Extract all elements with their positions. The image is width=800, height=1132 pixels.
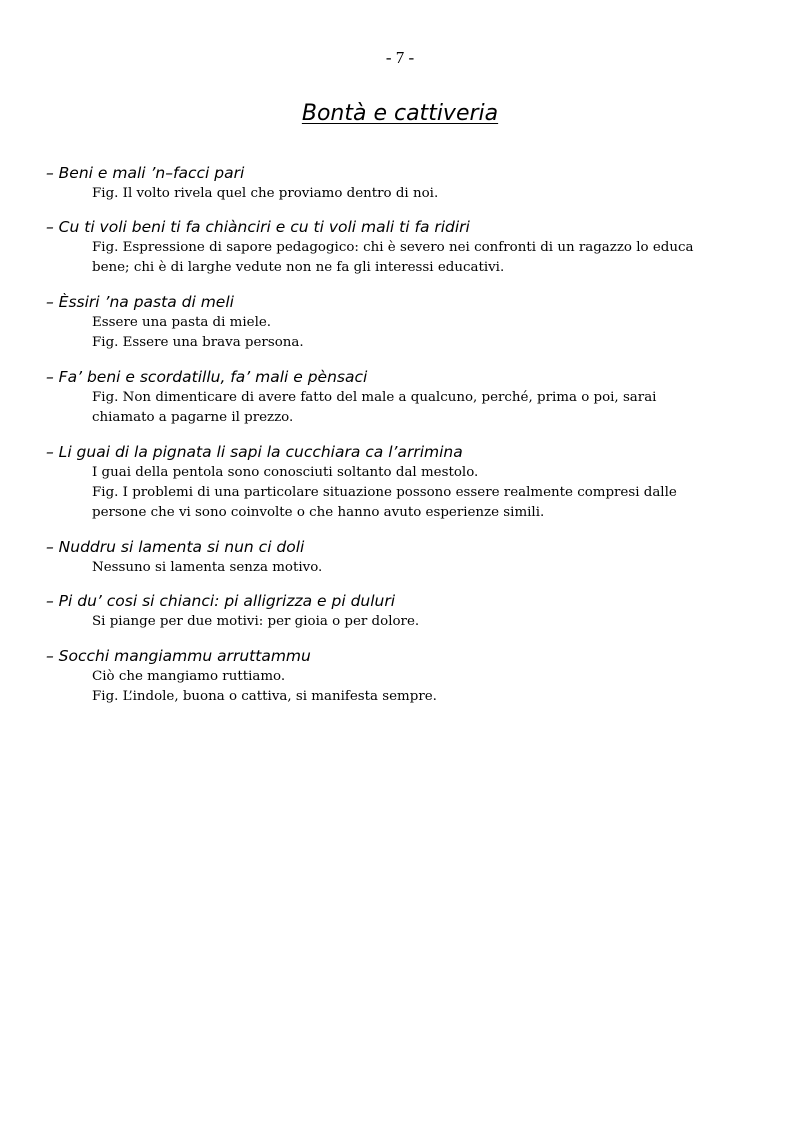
- explanation-line: chiamato a pagarne il prezzo.: [92, 410, 294, 425]
- proverb-entry: [46, 162, 746, 204]
- explanation-line: Ciò che mangiamo ruttiamo.: [92, 669, 286, 684]
- explanation-line: Fig. Essere una brava persona.: [92, 335, 304, 350]
- explanation-line: persone che vi sono coinvolte o che hanno avuto esperienze simili.: [92, 505, 545, 520]
- proverb-explanation: [92, 612, 746, 632]
- explanation-line: I guai della pentola sono conosciuti soltanto dal mestolo.: [92, 465, 479, 480]
- proverb-entry: [46, 645, 746, 707]
- proverb-text: – Fa’ beni e scordatillu, fa’ mali e pènsaci: [46, 368, 368, 386]
- explanation-line: Fig. Espressione di sapore pedagogico: chi è severo nei confronti di un ragazzo lo educa: [92, 240, 694, 255]
- proverb-text: – Socchi mangiammu arruttammu: [46, 647, 311, 665]
- page-number: - 7 -: [385, 48, 415, 67]
- page-title: Bontà e cattiveria: [301, 101, 499, 126]
- proverb-entry: [46, 216, 746, 278]
- proverb-entry: [46, 590, 746, 632]
- proverb-text: – Cu ti voli beni ti fa chiànciri e cu ti voli mali ti fa ridiri: [46, 218, 470, 236]
- proverb-entry: [46, 291, 746, 353]
- proverb-explanation: [92, 558, 746, 578]
- explanation-line: Si piange per due motivi: per gioia o per dolore.: [92, 614, 420, 629]
- proverb-text: – Beni e mali ’n–facci pari: [46, 164, 245, 182]
- explanation-line: Fig. Il volto rivela quel che proviamo dentro di noi.: [92, 186, 439, 201]
- proverb-list: [46, 162, 746, 707]
- proverb-explanation: [92, 667, 746, 707]
- explanation-line: Fig. L’indole, buona o cattiva, si manifesta sempre.: [92, 689, 437, 704]
- proverb-text: – Nuddru si lamenta si nun ci doli: [46, 538, 305, 556]
- proverb-explanation: [92, 313, 746, 353]
- explanation-line: Fig. I problemi di una particolare situazione possono essere realmente compresi dalle: [92, 485, 677, 500]
- explanation-line: Fig. Non dimenticare di avere fatto del male a qualcuno, perché, prima o poi, sarai: [92, 390, 657, 405]
- proverb-entry: [46, 441, 746, 523]
- proverb-entry: [46, 366, 746, 428]
- proverb-text: – Èssiri ’na pasta di meli: [46, 293, 234, 311]
- proverb-explanation: [92, 238, 746, 278]
- explanation-line: Nessuno si lamenta senza motivo.: [92, 560, 323, 575]
- proverb-text: – Li guai di la pignata li sapi la cucchiara ca l’arrimina: [46, 443, 463, 461]
- proverb-entry: [46, 536, 746, 578]
- proverb-explanation: [92, 184, 746, 204]
- proverb-text: – Pi du’ cosi si chianci: pi alligrizza e pi duluri: [46, 592, 396, 610]
- explanation-line: Essere una pasta di miele.: [92, 315, 272, 330]
- proverb-explanation: [92, 388, 746, 428]
- proverb-explanation: [92, 463, 746, 523]
- explanation-line: bene; chi è di larghe vedute non ne fa gli interessi educativi.: [92, 260, 505, 275]
